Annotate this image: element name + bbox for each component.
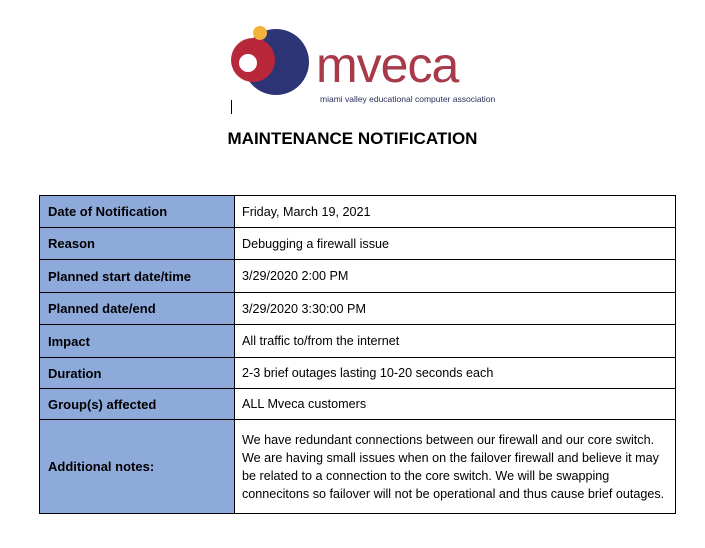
text-cursor [231, 100, 232, 114]
row-value-reason: Debugging a firewall issue [235, 228, 676, 260]
row-label-date-of-notification: Date of Notification [40, 196, 235, 228]
table-row [40, 325, 676, 358]
logo-circles-icon [228, 22, 318, 112]
row-label-additional-notes: Additional notes: [40, 420, 235, 514]
row-value-planned-start: 3/29/2020 2:00 PM [235, 260, 676, 293]
logo-wordmark: mveca [316, 37, 459, 93]
page-title: MAINTENANCE NOTIFICATION [227, 129, 478, 148]
row-value-impact: All traffic to/from the internet [235, 325, 676, 358]
row-label-duration: Duration [40, 358, 235, 389]
maintenance-table [39, 195, 676, 514]
row-value-additional-notes: We have redundant connections between our firewall and our core switch. We are having small issues when on the failover firewall and believe it may be related to a connection to the core switch. We will be swapping connecitons so failover will not be operational and thus cause brief outages. [235, 420, 676, 514]
row-label-planned-end: Planned date/end [40, 293, 235, 325]
table-row [40, 228, 676, 260]
mveca-logo [228, 22, 496, 112]
row-value-planned-end: 3/29/2020 3:30:00 PM [235, 293, 676, 325]
row-label-reason: Reason [40, 228, 235, 260]
table-row [40, 389, 676, 420]
table-row [40, 358, 676, 389]
table-row [40, 196, 676, 228]
row-label-groups-affected: Group(s) affected [40, 389, 235, 420]
row-label-impact: Impact [40, 325, 235, 358]
row-value-date-of-notification: Friday, March 19, 2021 [235, 196, 676, 228]
logo-tagline: miami valley educational computer association [320, 94, 496, 104]
row-value-groups-affected: ALL Mveca customers [235, 389, 676, 420]
table-row [40, 293, 676, 325]
row-label-planned-start: Planned start date/time [40, 260, 235, 293]
table-row [40, 260, 676, 293]
row-value-duration: 2-3 brief outages lasting 10-20 seconds each [235, 358, 676, 389]
table-row [40, 420, 676, 514]
